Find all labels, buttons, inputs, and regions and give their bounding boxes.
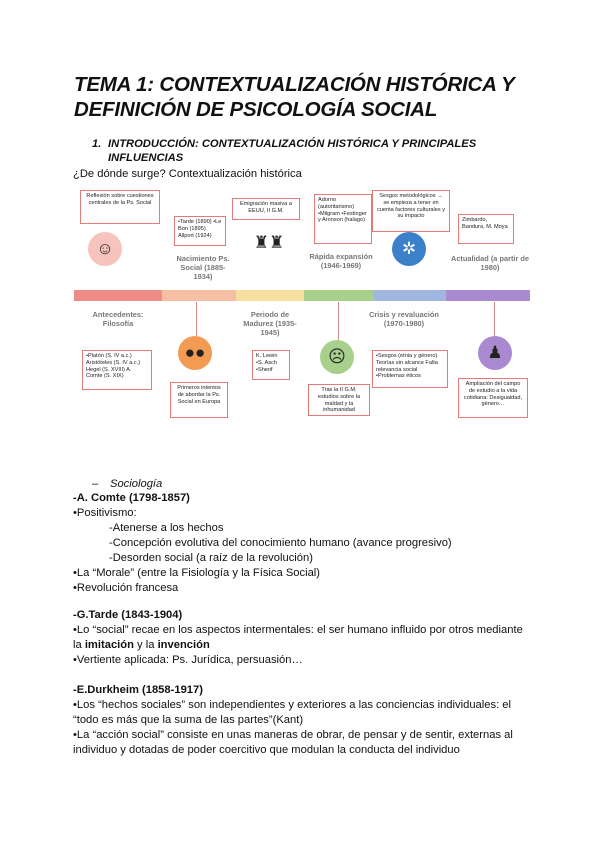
timeline-bar-4: [304, 290, 374, 301]
people-icon: ●●: [178, 336, 212, 370]
comte-section: [73, 491, 533, 596]
top-box-5: Sesgos metodológicos → se empieza a tener en cuenta factores culturales y su impacto: [372, 190, 450, 232]
durkheim-section: [73, 683, 533, 758]
section-text: INTRODUCCIÓN: CONTEXTUALIZACIÓN HISTÓRICA Y PRINCIPALES INFLUENCIAS: [108, 138, 477, 164]
top-box-1: Reflexión sobre cuestiones centrales de la Ps. Social: [80, 190, 160, 224]
tarde-line-2: [73, 638, 533, 653]
bottom-label-1: Antecedentes: Filosofía: [92, 310, 144, 328]
devil-icon: ☹: [320, 340, 354, 374]
tarde-section: [73, 608, 533, 668]
durkheim-p1: •Los “hechos sociales” son independientes y exteriores a las conciencias individuales: el “todo es más que la suma de las partes”(Kant): [73, 699, 511, 726]
page-title: TEMA 1: CONTEXTUALIZACIÓN HISTÓRICA Y DEFINICIÓN DE PSICOLOGÍA SOCIAL: [74, 73, 515, 121]
comte-item-3: -Desorden social (a raíz de la revolución): [109, 552, 313, 564]
bust-icon: ☺: [88, 232, 122, 266]
morale-line: •La “Morale” (entre la Fisiología y la Física Social): [73, 567, 321, 579]
invencion-term: invención: [157, 639, 210, 651]
timeline-bar-3: [236, 290, 304, 301]
top-box-6: Zimbardo, Bandura, M. Moya: [458, 214, 514, 244]
timeline-bar-5: [374, 290, 446, 301]
comte-item-2: -Concepción evolutiva del conocimiento humano (avance progresivo): [109, 537, 452, 549]
bottom-box-6: Ampliación del campo de estudio a la vida cotidiana: Desigualdad, género…: [458, 378, 528, 418]
timeline-bar-1: [74, 290, 162, 301]
timeline-bar-6: [446, 290, 530, 301]
bottom-label-2: Periodo de Madurez (1935-1945): [243, 310, 297, 337]
revolucion-line: •Revolución francesa: [73, 582, 179, 594]
imitacion-term: imitación: [84, 639, 134, 651]
bottom-box-3: K. Lewin •S. Asch •Sherif: [252, 350, 290, 380]
sociologia-dash: –: [92, 478, 99, 490]
tarde-line2-y: y la: [133, 639, 158, 651]
connector-3: [494, 302, 495, 336]
bottom-box-1: •Platón (S. IV a.c.) Aristóteles (S. IV a.c.) Hegel (S. XVIII) A. Comte (S. XIX): [82, 350, 152, 390]
top-label-1: Nacimiento Ps. Social (1885-1934): [176, 254, 230, 281]
tarde-heading: -G.Tarde (1843-1904): [73, 609, 183, 621]
top-label-3: Actualidad (a partir de 1980): [450, 254, 530, 272]
timeline-figure: [74, 186, 530, 434]
connector-2: [338, 302, 339, 340]
connector-1: [196, 302, 197, 336]
tarde-line-1: •Lo “social” recae en los aspectos intermentales: el ser humano influido por otros mediante: [73, 624, 523, 636]
bottom-box-2: Primeros intentos de abordar la Ps. Social en Europa: [170, 382, 228, 418]
bottom-label-3: Crisis y revaluación (1970-1980): [369, 310, 439, 328]
top-box-3: Emigración masiva a EEUU, II G.M.: [232, 198, 300, 220]
person-icon: ♟: [478, 336, 512, 370]
network-icon: ✲: [392, 232, 426, 266]
bottom-box-4: Tras la II G.M. estudios sobre la maldad y la inhumanidad: [308, 384, 370, 416]
top-box-4: Adorno (autoritarismo) •Milgram •Festinger y Aronson (halago): [314, 194, 372, 244]
bottom-box-5: •Sesgos (etnia y género) Teorías sin alcance Falta relevancia social •Problemas éticos: [372, 350, 448, 388]
timeline-bar-2: [162, 290, 236, 301]
section-number: 1.: [92, 138, 102, 150]
tarde-line2-pre: la: [73, 639, 85, 651]
question-line: ¿De dónde surge? Contextualización histórica: [73, 168, 302, 180]
top-box-2: •Tarde (1890) •Le Bon (1895) Allport (1924): [174, 216, 226, 246]
crowd-icon: ♜♜: [248, 226, 290, 260]
durkheim-p2: •La “acción social” consiste en unas maneras de obrar, de pensar y de sentir, externas al individuo y dotadas de poder coercitivo que modulan la conducta del individuo: [73, 729, 513, 756]
comte-item-1: -Atenerse a los hechos: [109, 522, 224, 534]
sociologia-label: Sociología: [110, 478, 163, 490]
vertiente-line: •Vertiente aplicada: Ps. Jurídica, persuasión…: [73, 654, 303, 666]
positivismo-line: •Positivismo:: [73, 507, 137, 519]
top-label-2: Rápida expansión (1946-1969): [309, 252, 373, 270]
durkheim-heading: -E.Durkheim (1858-1917): [73, 684, 203, 696]
comte-heading: -A. Comte (1798-1857): [73, 492, 190, 504]
